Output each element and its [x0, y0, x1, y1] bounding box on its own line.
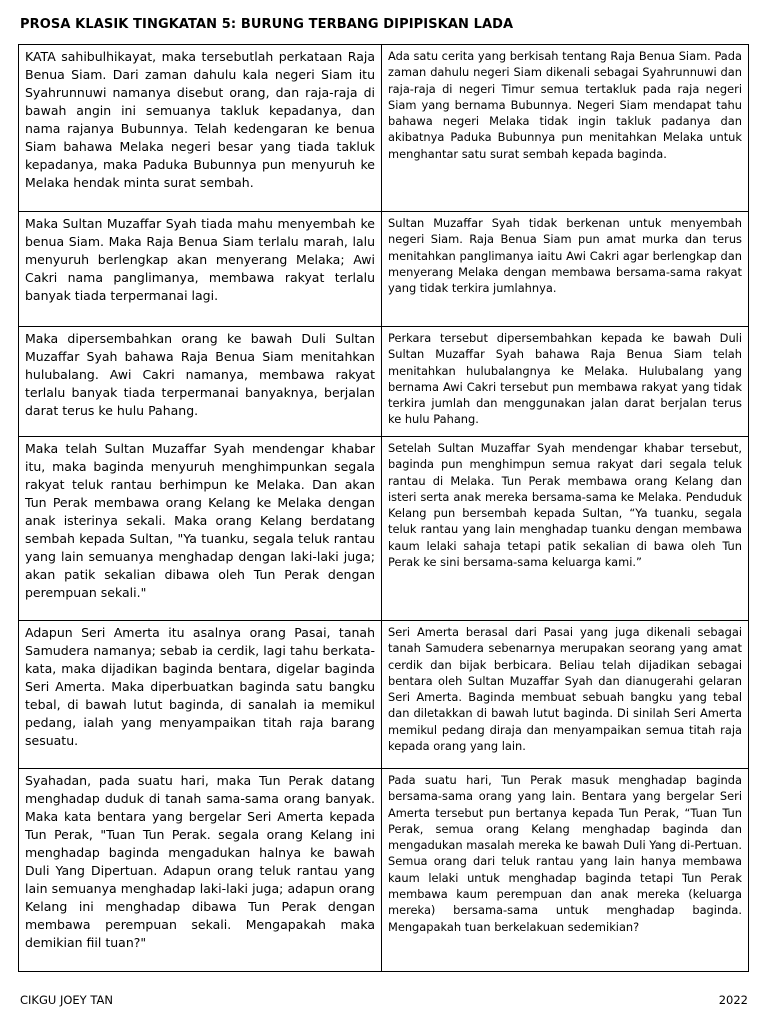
footer-year: 2022: [718, 993, 748, 1007]
original-text-cell: Adapun Seri Amerta itu asalnya orang Pasai, tanah Samudera namanya; sebab ia cerdik, lagi tahu berkata-kata, maka dijadikan baginda bentara, digelar baginda Seri Amerta. Maka diperbuatkan baginda satu bangku tebal, di bawah lutut baginda, di sanalah ia memikul pedang, ialah yang menyampaikan titah raja barang sesuatu.: [19, 621, 382, 769]
table-row: [19, 769, 749, 972]
table-row: [19, 437, 749, 621]
text-comparison-table: [18, 44, 749, 972]
footer-author: CIKGU JOEY TAN: [20, 993, 113, 1007]
original-text-cell: Maka telah Sultan Muzaffar Syah mendengar khabar itu, maka baginda menyuruh menghimpunkan segala rakyat teluk rantau berhimpun ke Melaka. Dan akan Tun Perak membawa orang Kelang ke Melaka dengan anak isterinya sekali. Maka orang Kelang berdatang sembah kepada Sultan, "Ya tuanku, segala teluk rantau yang lain semuanya menghadap dengan laki-laki juga; akan patik sekalian dibawa oleh Tun Perak dengan perempuan sekali.": [19, 437, 382, 621]
table-row: [19, 212, 749, 327]
original-text-cell: Syahadan, pada suatu hari, maka Tun Perak datang menghadap duduk di tanah sama-sama orang banyak. Maka kata bentara yang bergelar Seri Amerta kepada Tun Perak, "Tuan Tun Perak. segala orang Kelang ini menghadap baginda mengadukan halnya ke bawah Duli Yang Dipertuan. Adapun orang teluk rantau yang lain semuanya menghadap laki-laki juga; adapun orang Kelang ini menghadap dibawa Tun Perak dengan membawa perempuan sekali. Mengapakah maka demikian fiil tuan?": [19, 769, 382, 972]
original-text-cell: Maka dipersembahkan orang ke bawah Duli Sultan Muzaffar Syah bahawa Raja Benua Siam menitahkan hulubalang. Awi Cakri namanya, membawa rakyat terlalu banyak tiada terpermanai banyaknya, berjalan darat terus ke hulu Pahang.: [19, 327, 382, 437]
modern-text-cell: Ada satu cerita yang berkisah tentang Raja Benua Siam. Pada zaman dahulu negeri Siam dikenali sebagai Syahrunnuwi dan raja-raja di negeri Timur semua tertakluk pada raja negeri Siam yang bernama Bubunnya. Negeri Siam mendapat tahu bahawa negeri Melaka tidak ingin takluk padanya dan akibatnya Paduka Bubunnya pun menitahkan Melaka untuk menghantar satu surat sembah kepada baginda.: [382, 45, 749, 212]
modern-text-cell: Perkara tersebut dipersembahkan kepada ke bawah Duli Sultan Muzaffar Syah bahawa Raja Benua Siam telah menitahkan hulubalangnya ke Melaka. Hulubalang yang bernama Awi Cakri tersebut pun membawa rakyat yang tidak terkira jumlah dan menggunakan jalan darat berjalan terus ke hulu Pahang.: [382, 327, 749, 437]
modern-text-cell: Seri Amerta berasal dari Pasai yang juga dikenali sebagai tanah Samudera sebenarnya merupakan seorang yang amat cerdik dan bijak berbicara. Beliau telah dijadikan sebagai bentara oleh Sultan Muzaffar Syah dan dianugerahi gelaran Seri Amerta. Baginda membuat sebuah bangku yang tebal dan diletakkan di bawah lutut baginda. Di sinilah Seri Amerta memikul pedang diraja dan menyampaikan semua titah raja kepada orang yang lain.: [382, 621, 749, 769]
modern-text-cell: Sultan Muzaffar Syah tidak berkenan untuk menyembah negeri Siam. Raja Benua Siam pun amat murka dan terus menitahkan panglimanya iaitu Awi Cakri agar berlengkap dan menyerang Melaka dengan membawa bersama-sama rakyat yang tidak terkira jumlahnya.: [382, 212, 749, 327]
modern-text-cell: Pada suatu hari, Tun Perak masuk menghadap baginda bersama-sama orang yang lain. Bentara yang bergelar Seri Amerta tersebut pun bertanya kepada Tun Perak, “Tuan Tun Perak, semua orang Kelang menghadap baginda dan mengadukan masalah mereka ke bawah Duli Yang di-Pertuan. Semua orang dari teluk rantau yang lain hanya membawa kaum lelaki untuk menghadap baginda tetapi Tun Perak membawa kaum perempuan dan anak mereka (keluarga mereka) bersama-sama untuk menghadap baginda. Mengapakah tuan berkelakuan sedemikian?: [382, 769, 749, 972]
original-text-cell: Maka Sultan Muzaffar Syah tiada mahu menyembah ke benua Siam. Maka Raja Benua Siam terlalu marah, lalu menyuruh berlengkap akan menyerang Melaka; Awi Cakri nama panglimanya, membawa rakyat terlalu banyak tiada terpermanai lagi.: [19, 212, 382, 327]
table-row: [19, 327, 749, 437]
modern-text-cell: Setelah Sultan Muzaffar Syah mendengar khabar tersebut, baginda pun menghimpun semua rakyat dari segala teluk rantau di Melaka. Tun Perak membawa orang Kelang dan isteri serta anak mereka bersama-sama ke Melaka. Penduduk Kelang pun bersembah kepada Sultan, “Ya tuanku, segala teluk rantau yang lain menghadap tuanku dengan membawa kaum lelaki sahaja tetapi patik sekalian di bawa oleh Tun Perak ke sini bersama-sama keluarga kami.”: [382, 437, 749, 621]
page-title: PROSA KLASIK TINGKATAN 5: BURUNG TERBANG DIPIPISKAN LADA: [20, 17, 514, 32]
table-row: [19, 621, 749, 769]
original-text-cell: KATA sahibulhikayat, maka tersebutlah perkataan Raja Benua Siam. Dari zaman dahulu kala negeri Siam itu Syahrunnuwi namanya disebut orang, dan raja-raja di bawah angin ini semuanya takluk kepadanya, dan nama rajanya Bubunnya. Telah kedengaran ke benua Siam bahawa Melaka negeri besar yang tiada takluk kepadanya, maka Paduka Bubunnya pun menyuruh ke Melaka hendak minta surat sembah.: [19, 45, 382, 212]
table-row: [19, 45, 749, 212]
